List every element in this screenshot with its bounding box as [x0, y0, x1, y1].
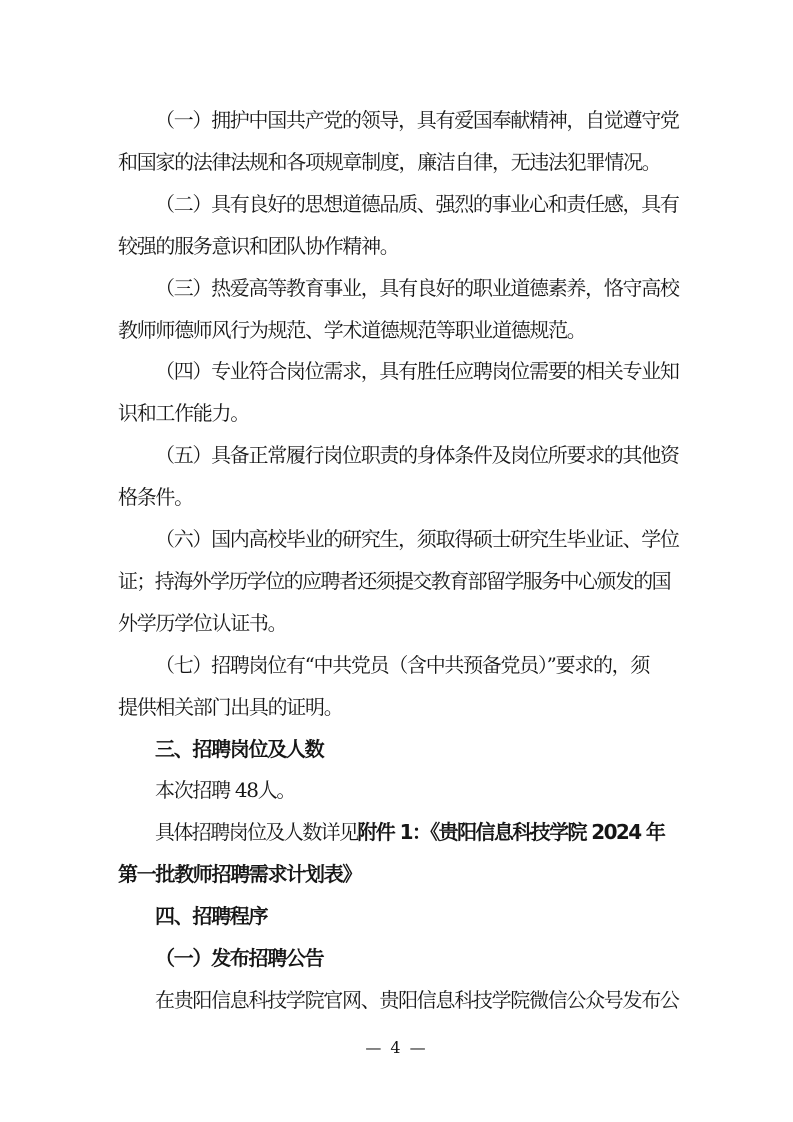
document-line-15 — [118, 694, 342, 720]
text-segment: 本次招聘 48人。 — [155, 778, 296, 802]
text-segment: 在贵阳信息科技学院官网、贵阳信息科技学院微信公众号发布公 — [155, 988, 679, 1012]
document-line-12 — [118, 568, 670, 594]
document-line-4 — [118, 233, 399, 259]
document-line-3 — [155, 191, 679, 217]
text-segment: （七）招聘岗位有“中共党员（含中共预备党员）”要求的，须 — [155, 653, 650, 677]
text-segment: 识和工作能力。 — [118, 401, 249, 425]
document-line-1 — [155, 107, 679, 133]
document-line-7 — [155, 358, 679, 384]
text-segment: 证；持海外学历学位的应聘者还须提交教育部留学服务中心颁发的国 — [118, 569, 670, 593]
page-number: — 4 — — [365, 1038, 428, 1057]
document-line-16 — [155, 736, 323, 762]
text-segment: （五）具备正常履行岗位职责的身体条件及岗位所要求的其他资 — [155, 443, 679, 467]
text-segment: （一）拥护中国共产党的领导，具有爱国奉献精神，自觉遵守党 — [155, 108, 679, 132]
text-segment: 具体招聘岗位及人数详见 — [155, 820, 358, 844]
document-line-14 — [155, 652, 649, 678]
text-segment: （二）具有良好的思想道德品质、强烈的事业心和责任感，具有 — [155, 192, 679, 216]
document-line-17 — [155, 777, 295, 803]
text-segment: 外学历学位认证书。 — [118, 611, 287, 635]
bold-text-segment: 三、招聘岗位及人数 — [155, 737, 324, 761]
bold-text-segment: 四、招聘程序 — [155, 904, 268, 928]
text-segment: （六）国内高校毕业的研究生，须取得硕士研究生毕业证、学位 — [155, 527, 679, 551]
text-segment: 和国家的法律法规和各项规章制度，廉洁自律，无违法犯罪情况。 — [118, 150, 661, 174]
document-line-5 — [155, 275, 679, 301]
document-line-10 — [118, 484, 193, 510]
document-line-2 — [118, 149, 660, 175]
bold-text-segment: （一）发布招聘公告 — [155, 946, 324, 970]
document-line-13 — [118, 610, 286, 636]
document-line-6 — [118, 317, 586, 343]
text-segment: （四）专业符合岗位需求，具有胜任应聘岗位需要的相关专业知 — [155, 359, 679, 383]
document-line-22 — [155, 987, 679, 1013]
text-segment: （三）热爱高等教育事业，具有良好的职业道德素养，恪守高校 — [155, 276, 679, 300]
document-line-8 — [118, 400, 249, 426]
document-line-9 — [155, 442, 679, 468]
document-line-18 — [155, 819, 664, 845]
document-line-11 — [155, 526, 679, 552]
bold-text-segment: 附件 1：《贵阳信息科技学院 2024 年 — [357, 820, 665, 844]
bold-text-segment: 第一批教师招聘需求计划表》 — [118, 862, 362, 886]
text-segment: 格条件。 — [118, 485, 193, 509]
text-segment: 较强的服务意识和团队协作精神。 — [118, 234, 399, 258]
document-line-20 — [155, 903, 267, 929]
document-line-19 — [118, 861, 361, 887]
text-segment: 提供相关部门出具的证明。 — [118, 695, 343, 719]
text-segment: 教师师德师风行为规范、学术道德规范等职业道德规范。 — [118, 318, 586, 342]
document-line-21 — [155, 945, 323, 971]
